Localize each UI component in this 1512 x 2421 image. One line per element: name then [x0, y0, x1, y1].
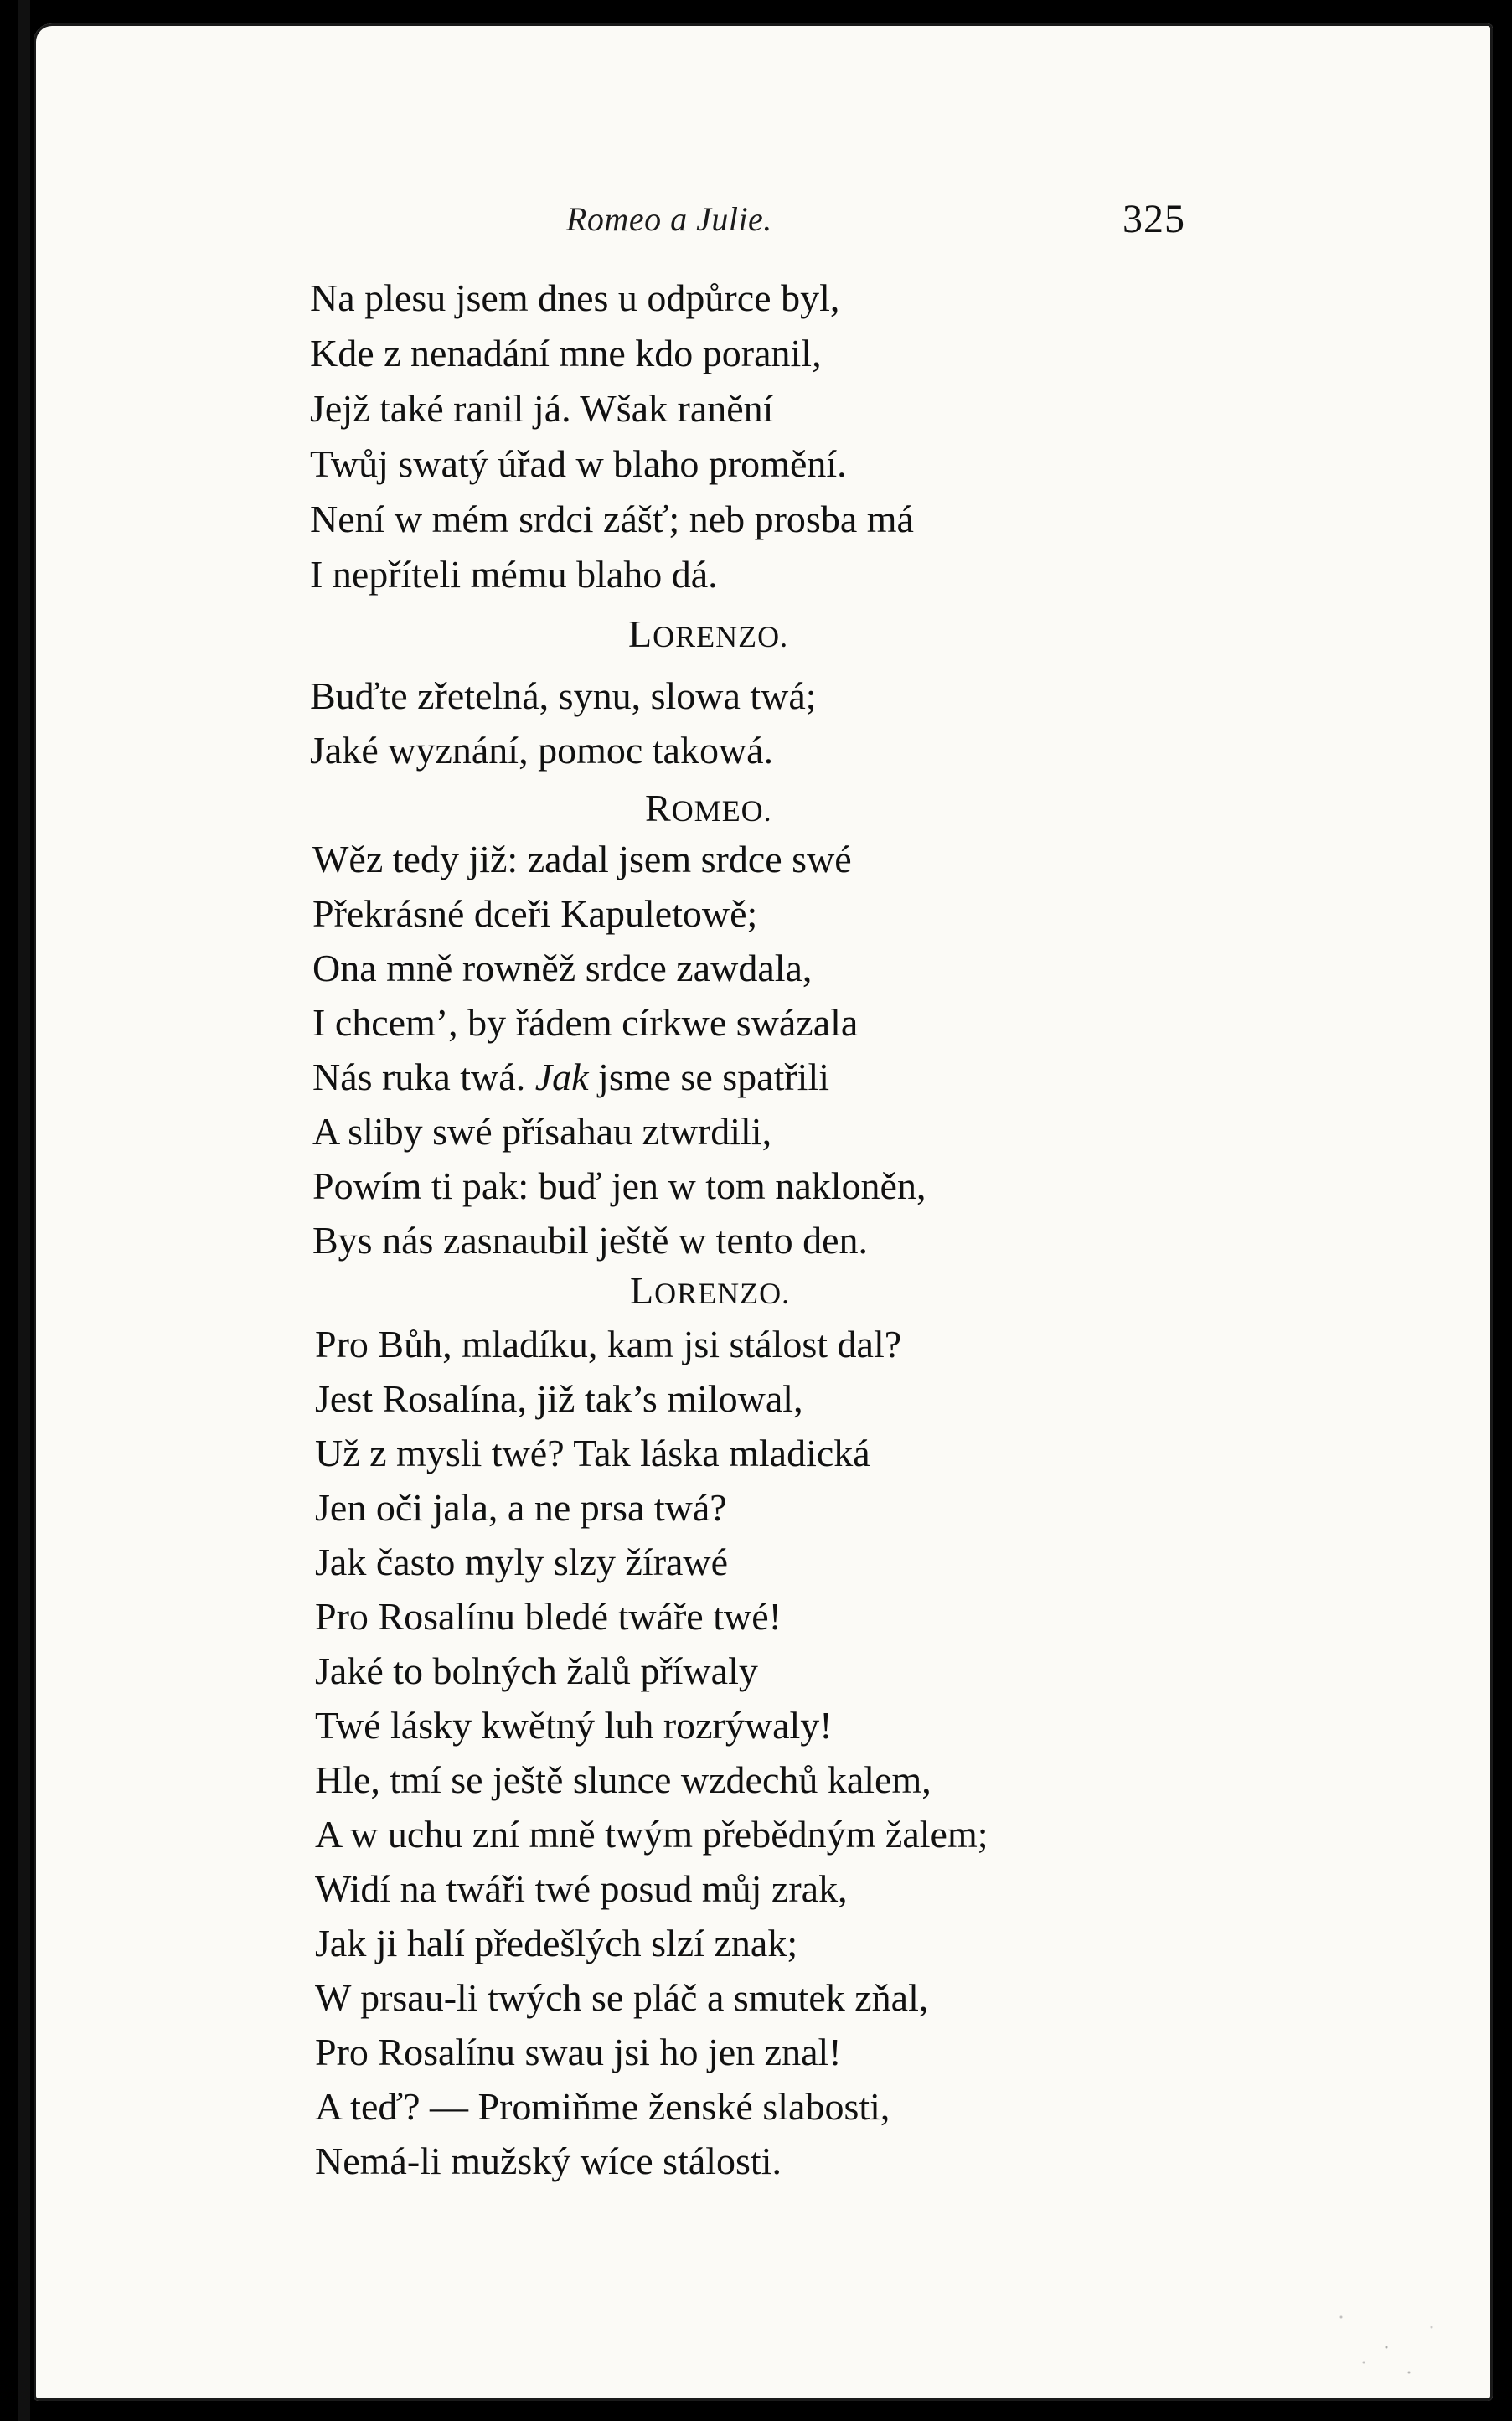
verse-line: Není w mém srdci zášť; neb prosba má	[310, 498, 914, 540]
verse-line: Pro Bůh, mladíku, kam jsi stálost dal?	[315, 1323, 902, 1365]
verse-line: Nemá-li mužský wíce stálosti.	[315, 2140, 782, 2182]
speaker-rest: OMEO.	[671, 794, 772, 828]
verse-line: Kde z nenadání mne kdo poranil,	[310, 332, 822, 374]
verse-line: Jaké wyznání, pomoc takowá.	[310, 729, 774, 772]
verse-line: Widí na twáři twé posud můj zrak,	[315, 1867, 848, 1910]
page-header	[0, 199, 1512, 250]
verse-line: Buďte zřetelná, synu, slowa twá;	[310, 674, 817, 717]
running-title: Romeo a Julie.	[566, 200, 772, 238]
verse-line: Jejž také ranil já. Wšak ranění	[310, 387, 774, 430]
speaker-initial: R	[645, 787, 672, 829]
verse-line: Powím ti pak: buď jen w tom nakloněn,	[312, 1164, 926, 1207]
verse-line: Ona mně rowněž srdce zawdala,	[312, 947, 813, 989]
emphasis-word: Jak	[534, 1056, 589, 1098]
speaker-initial: L	[628, 612, 653, 655]
speaker-name	[630, 1269, 791, 1312]
speaker-name	[645, 789, 772, 828]
verse-line: Wěz tedy již: zadal jsem srdce swé	[312, 838, 852, 880]
verse-line: I nepříteli mému blaho dá.	[310, 553, 718, 596]
verse-line: Pro Rosalínu bledé twáře twé!	[315, 1595, 782, 1638]
verse-line: Jest Rosalína, již tak’s milowal,	[315, 1377, 803, 1420]
verse-line: A sliby swé přísahau ztwrdili,	[312, 1110, 772, 1153]
page-number: 325	[1122, 197, 1185, 241]
verse-line: Už z mysli twé? Tak láska mladická	[315, 1432, 870, 1474]
speaker-rest: ORENZO.	[654, 1277, 791, 1310]
verse-line: Pro Rosalínu swau jsi ho jen znal!	[315, 2031, 842, 2073]
verse-line: Jak často myly slzy žírawé	[315, 1541, 729, 1583]
speaker-name	[628, 612, 789, 655]
verse-line: Hle, tmí se ještě slunce wzdechů kalem,	[315, 1758, 931, 1801]
speaker-initial: L	[630, 1269, 655, 1312]
verse-line: Twůj swatý úřad w blaho promění.	[310, 442, 847, 485]
verse-line: A teď? — Promiňme ženské slabosti,	[315, 2085, 890, 2128]
verse-line: Jak ji halí předešlých slzí znak;	[315, 1922, 798, 1964]
page-edge-shadow	[18, 0, 30, 2421]
verse-line: Na plesu jsem dnes u odpůrce byl,	[310, 276, 840, 319]
verse-line: Jaké to bolných žalů příwaly	[315, 1649, 758, 1692]
verse-line: Nás ruka twá. Jak jsme se spatřili	[312, 1056, 830, 1098]
verse-line: Překrásné dceři Kapuletowě;	[312, 892, 758, 935]
paper-speckle	[1311, 2287, 1462, 2387]
verse-line: W prsau-li twých se pláč a smutek zňal,	[315, 1976, 929, 2019]
verse-line: A w uchu zní mně twým přebědným žalem;	[315, 1813, 988, 1856]
speaker-rest: ORENZO.	[653, 620, 789, 653]
verse-line: I chcem’, by řádem církwe swázala	[312, 1001, 859, 1044]
verse-line: Bys nás zasnaubil ještě w tento den.	[312, 1219, 869, 1262]
verse-line: Jen oči jala, a ne prsa twá?	[315, 1486, 727, 1529]
verse-line: Twé lásky kwětný luh rozrýwaly!	[315, 1704, 833, 1747]
